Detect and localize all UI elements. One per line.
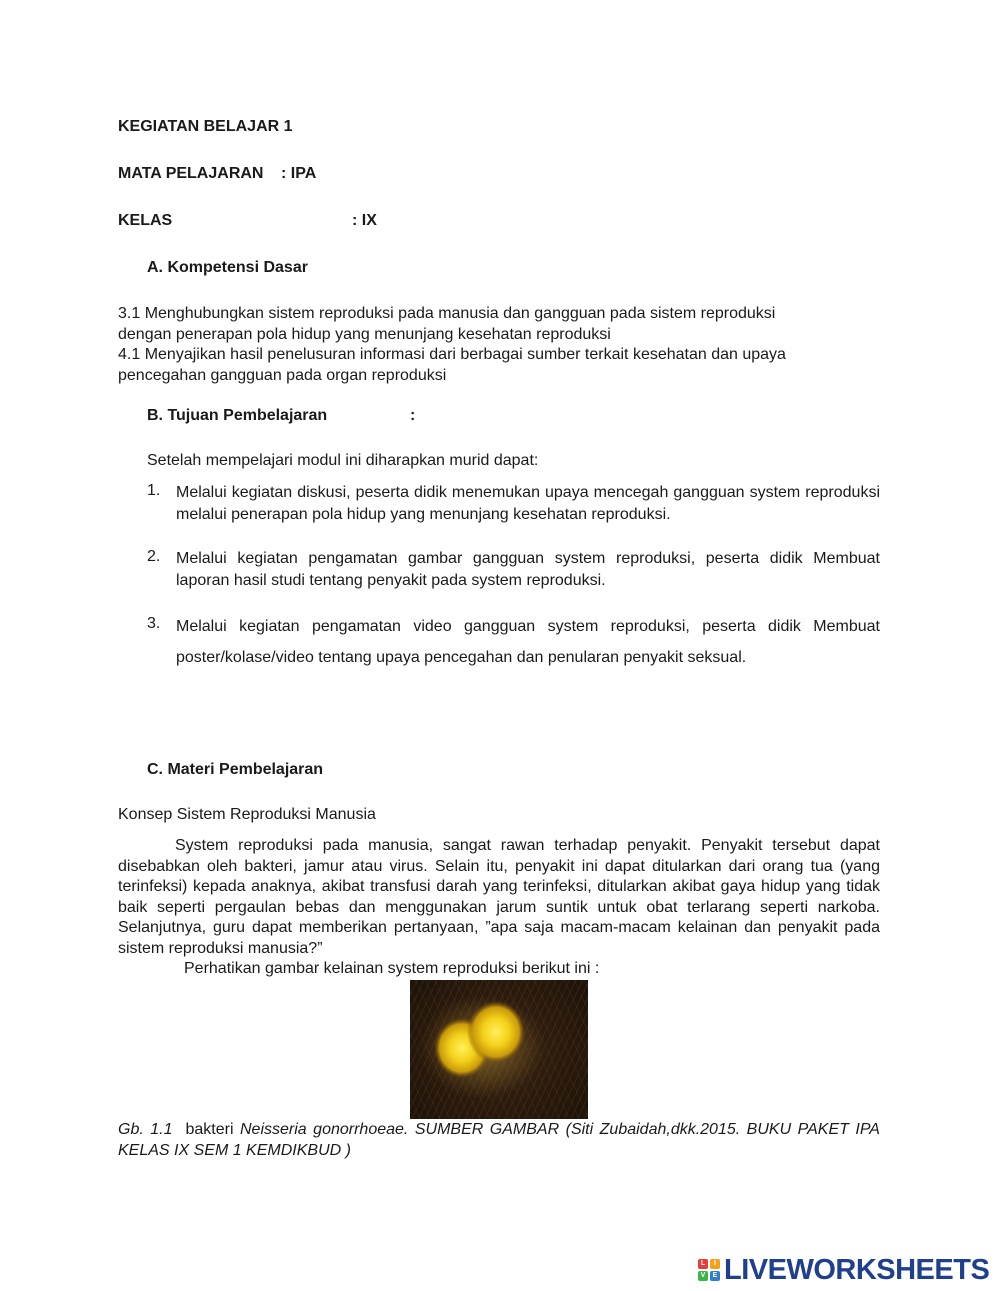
figure-caption [118, 1120, 880, 1161]
section-a-title: A. Kompetensi Dasar [147, 259, 308, 276]
caption-label: Gb. 1.1 [118, 1121, 173, 1138]
caption-plain: bakteri [185, 1121, 234, 1138]
section-c-title: C. Materi Pembelajaran [147, 761, 324, 778]
subject-value: : IPA [281, 165, 317, 182]
logo-wordmark: LIVEWORKSHEETS [724, 1253, 990, 1286]
kd-line: pencegahan gangguan pada organ reproduksi [118, 366, 447, 384]
basic-competency-list [118, 304, 880, 386]
objective-item [147, 611, 880, 704]
diplococcus-illustration [410, 980, 588, 1119]
objective-number: 1. [147, 482, 161, 499]
kd-line: 4.1 Menyajikan hasil penelusuran informasi dari berbagai sumber terkait kesehatan dan upaya [118, 346, 786, 363]
liveworksheets-logo [698, 1253, 989, 1287]
material-paragraph: System reproduksi pada manusia, sangat rawan terhadap penyakit. Penyakit tersebut dapat disebabkan oleh bakteri, jamur atau virus. Selain itu, penyakit ini dapat ditularkan dari orang tua (yang terinfeksi) kepada anaknya, akibat transfusi darah yang terinfeksi, ditularkan akibat gaya hidup yang tidak baik seperti pergaulan bebas dan menggunakan jarum suntik untuk obat terlarang seperti narkoba. Selanjutnya, guru dapat memberikan pertanyaan, ”apa saja macam-macam kelainan dan penyakit pada sistem reproduksi manusia?” [118, 837, 880, 957]
bacteria-image [410, 980, 588, 1119]
logo-block: L [698, 1259, 708, 1269]
objective-item [147, 482, 880, 528]
objective-text: Melalui kegiatan pengamatan video gangguan system reproduksi, peserta didik Membuat poster/kolase/video tentang upaya pencegahan dan penularan penyakit seksual. [176, 618, 880, 666]
class-label: KELAS [118, 212, 173, 229]
objective-item [147, 548, 880, 594]
kd-line: dengan penerapan pola hidup yang menunjang kesehatan reproduksi [118, 325, 611, 343]
objective-text: Melalui kegiatan diskusi, peserta didik menemukan upaya mencegah gangguan system reproduksi melalui penerapan pola hidup yang menunjang kesehatan reproduksi. [176, 484, 880, 523]
caption-source: Neisseria gonorrhoeae. SUMBER GAMBAR (Siti Zubaidah,dkk.2015. BUKU PAKET IPA KELAS IX SEM 1 KEMDIKBUD ) [118, 1121, 880, 1159]
logo-block: I [710, 1259, 720, 1269]
section-b-colon: : [410, 407, 416, 424]
class-value: : IX [352, 212, 377, 229]
activity-heading: KEGIATAN BELAJAR 1 [118, 118, 293, 135]
kd-line: 3.1 Menghubungkan sistem reproduksi pada manusia dan gangguan pada sistem reproduksi [118, 305, 776, 322]
subject-label: MATA PELAJARAN [118, 165, 264, 182]
section-b-title: B. Tujuan Pembelajaran [147, 407, 328, 424]
objective-number: 2. [147, 548, 161, 565]
objective-number: 3. [147, 615, 161, 632]
logo-block: V [698, 1271, 708, 1281]
logo-block: E [710, 1271, 720, 1281]
figure-intro: Perhatikan gambar kelainan system reproduksi berikut ini : [184, 960, 600, 977]
material-subtitle: Konsep Sistem Reproduksi Manusia [118, 806, 376, 823]
objective-text: Melalui kegiatan pengamatan gambar gangguan system reproduksi, peserta didik Membuat laporan hasil studi tentang penyakit pada system reproduksi. [176, 550, 880, 589]
logo-icon [698, 1259, 720, 1281]
cell-right [467, 1001, 525, 1063]
objectives-intro: Setelah mempelajari modul ini diharapkan murid dapat: [147, 452, 539, 469]
